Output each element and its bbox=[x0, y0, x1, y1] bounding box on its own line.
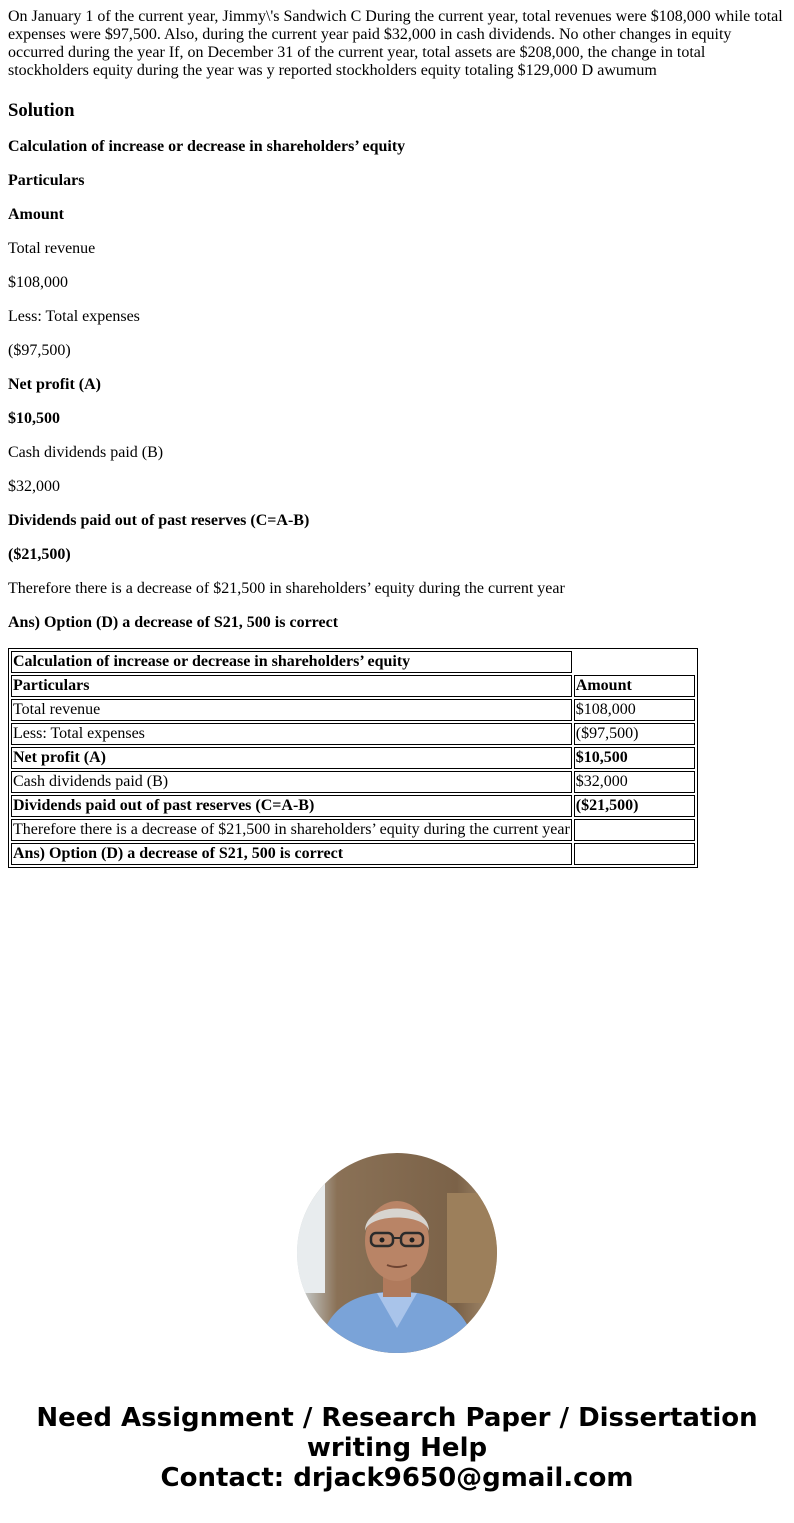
total-revenue-label: Total revenue bbox=[8, 240, 96, 257]
table-row bbox=[11, 723, 695, 745]
net-profit-amount: $10,500 bbox=[8, 410, 60, 427]
document-body bbox=[8, 8, 786, 868]
table-cell-amount: ($21,500) bbox=[574, 795, 695, 817]
table-row bbox=[11, 795, 695, 817]
table-cell-label: Ans) Option (D) a decrease of S21, 500 is correct bbox=[11, 843, 572, 865]
answer-text: Ans) Option (D) a decrease of S21, 500 is correct bbox=[8, 614, 339, 631]
div-reserves-amount: ($21,500) bbox=[8, 546, 71, 563]
person-portrait-icon bbox=[297, 1153, 497, 1353]
total-revenue-amount: $108,000 bbox=[8, 274, 68, 291]
table-title: Calculation of increase or decrease in shareholders’ equity bbox=[11, 651, 572, 673]
calculation-table bbox=[8, 648, 698, 868]
div-reserves-label: Dividends paid out of past reserves (C=A-B) bbox=[8, 512, 310, 529]
particulars-label: Particulars bbox=[8, 172, 85, 189]
therefore-text: Therefore there is a decrease of $21,500 in shareholders’ equity during the current year bbox=[8, 580, 565, 597]
table-cell-label: Less: Total expenses bbox=[11, 723, 572, 745]
promo-contact: Contact: drjack9650@gmail.com bbox=[160, 1463, 634, 1493]
table-cell-label: Net profit (A) bbox=[11, 747, 572, 769]
less-expenses-label: Less: Total expenses bbox=[8, 308, 140, 325]
cash-dividends-label: Cash dividends paid (B) bbox=[8, 444, 164, 461]
less-expenses-amount: ($97,500) bbox=[8, 342, 71, 359]
amount-label: Amount bbox=[8, 206, 65, 223]
table-row bbox=[11, 771, 695, 793]
table-cell-label: Therefore there is a decrease of $21,500 in shareholders’ equity during the current year bbox=[11, 819, 572, 841]
table-cell-amount: ($97,500) bbox=[574, 723, 695, 745]
table-title-blank bbox=[574, 651, 695, 673]
net-profit-label: Net profit (A) bbox=[8, 376, 102, 393]
table-header-row bbox=[11, 675, 695, 697]
table-row bbox=[11, 819, 695, 841]
table-title-row bbox=[11, 651, 695, 673]
table-cell-amount: $108,000 bbox=[574, 699, 695, 721]
cash-dividends-amount: $32,000 bbox=[8, 478, 60, 495]
promo-banner bbox=[0, 1403, 794, 1493]
table-header-amount: Amount bbox=[574, 675, 695, 697]
table-cell-label: Cash dividends paid (B) bbox=[11, 771, 572, 793]
promo-line-2: writing Help bbox=[306, 1433, 488, 1463]
table-cell-amount bbox=[574, 819, 695, 841]
solution-heading: Solution bbox=[8, 100, 75, 121]
table-cell-amount: $32,000 bbox=[574, 771, 695, 793]
table-cell-amount bbox=[574, 843, 695, 865]
calc-title: Calculation of increase or decrease in shareholders’ equity bbox=[8, 138, 406, 155]
table-header-particulars: Particulars bbox=[11, 675, 572, 697]
table-row bbox=[11, 843, 695, 865]
question-text: On January 1 of the current year, Jimmy\'s Sandwich C During the current year, total revenues were $108,000 while total expenses were $97,500. Also, during the current year paid $32,000 in cash dividends. No other changes in equity occurred during the year If, on December 31 of the current year, total assets are $208,000, the change in total stockholders equity during the year was y reported stockholders equity totaling $129,000 D awumum bbox=[8, 8, 783, 79]
promo-line-1: Need Assignment / Research Paper / Dissertation bbox=[36, 1403, 758, 1433]
avatar bbox=[297, 1153, 497, 1353]
table-cell-label: Dividends paid out of past reserves (C=A-B) bbox=[11, 795, 572, 817]
table-row bbox=[11, 699, 695, 721]
table-cell-amount: $10,500 bbox=[574, 747, 695, 769]
table-cell-label: Total revenue bbox=[11, 699, 572, 721]
table-row bbox=[11, 747, 695, 769]
